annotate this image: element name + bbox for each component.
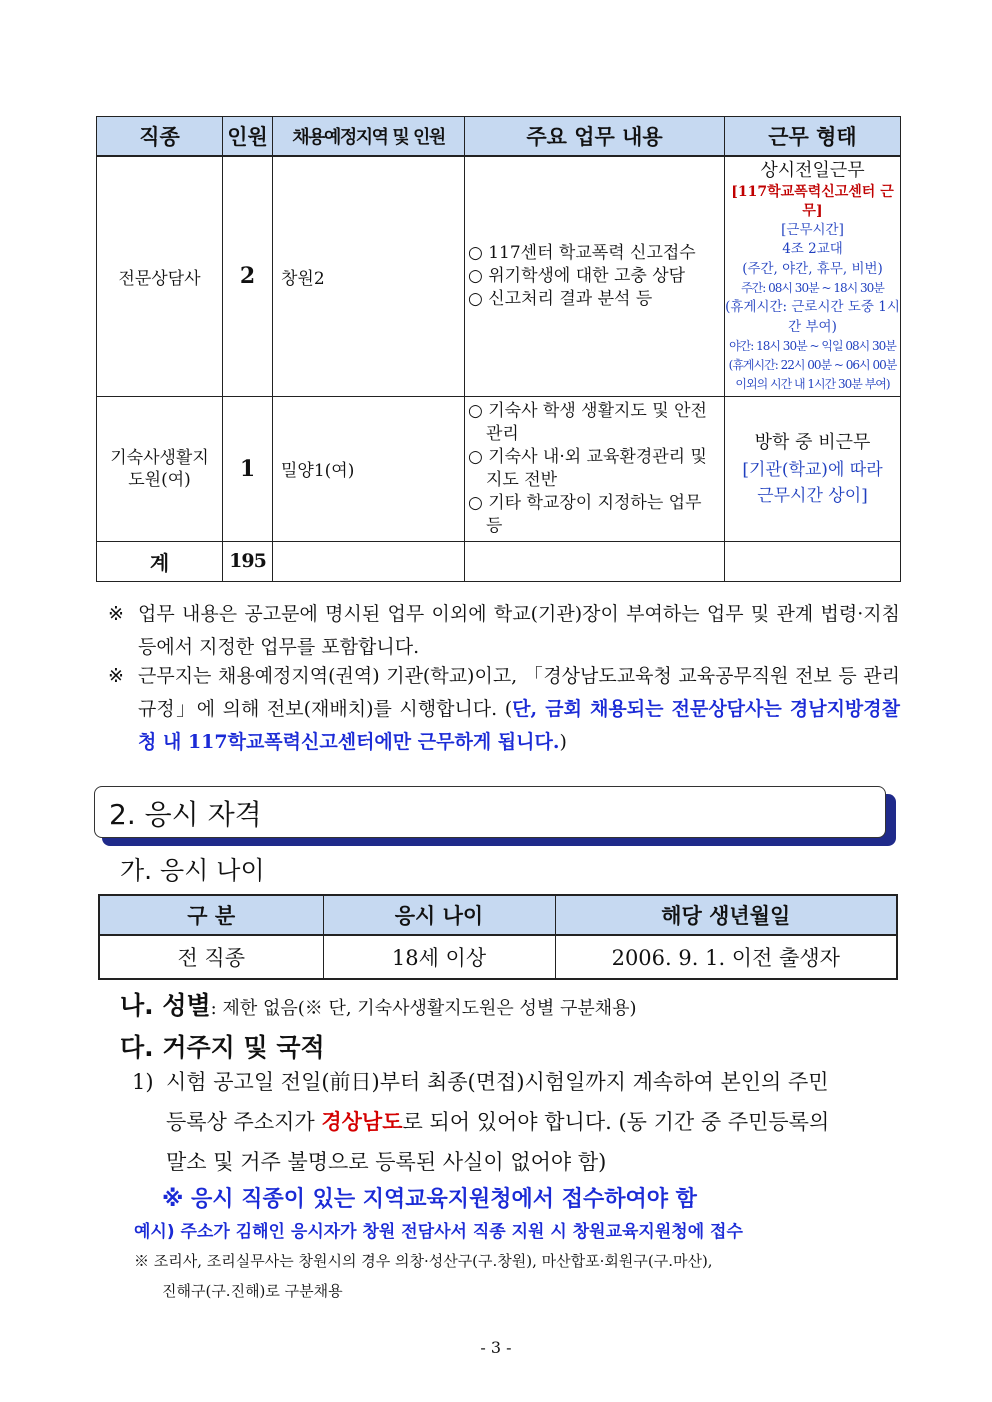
header-job: 직종: [97, 117, 223, 157]
job-region: 밀양1(여): [273, 396, 465, 541]
work-note: [기관(학교)에 따라 근무시간 상이]: [742, 459, 883, 506]
residence-item-no: 1): [132, 1070, 154, 1094]
job-work-type: [725, 396, 901, 541]
work-shift: 4조 2교대: [782, 241, 843, 257]
job-work-type: [725, 156, 901, 396]
duty-item: ○ 기숙사 내·외 교육환경관리 및 지도 전반: [468, 446, 707, 490]
page-number: - 3 -: [480, 1338, 512, 1357]
section-title: 2. 응시 자격: [109, 798, 262, 831]
note-text: 업무 내용은 공고문에 명시된 업무 이외에 학교(기관)장이 부여하는 업무 및 관계 법령·지침 등에서 지정한 업무를 포함합니다.: [138, 603, 900, 658]
work-day-hours: 주간: 08시 30분 ~ 18시 30분: [741, 281, 884, 295]
work-title: 방학 중 비근무: [754, 431, 871, 453]
age-table: [98, 894, 898, 980]
note-mark: ※: [108, 603, 124, 625]
section-header: [94, 786, 886, 838]
duty-item: ○ 신고처리 결과 분석 등: [468, 288, 653, 309]
duty-item: ○ 기숙사 학생 생활지도 및 안전관리: [468, 400, 707, 444]
table-row: [97, 396, 901, 541]
residence-emphasis: ※ 응시 직종이 있는 지역교육지원청에서 접수하여야 함: [162, 1187, 697, 1212]
age-heading: 가. 응시 나이: [120, 856, 265, 885]
age-table-header: [99, 895, 897, 935]
work-hours-label: [근무시간]: [781, 221, 844, 238]
residence-item-line3: 말소 및 거주 불명으로 등록된 사실이 없어야 함): [166, 1150, 607, 1174]
job-table: [96, 116, 901, 582]
age-birthdate: 2006. 9. 1. 이전 출생자: [555, 935, 897, 979]
table-row: [97, 156, 901, 396]
duty-item: ○ 117센터 학교폭력 신고접수: [468, 242, 696, 263]
gender-line: [120, 986, 637, 1022]
note-highlight: 단, 금회 채용되는 전문상담사는 경남지방경찰청 내 117학교폭력신고센터에만 근무하게 됩니다.: [138, 698, 900, 753]
gender-text: : 제한 없음(※ 단, 기숙사생활지도원은 성별 구분채용): [210, 998, 637, 1019]
job-region: 창원2: [273, 156, 465, 396]
table-total-row: [97, 541, 901, 581]
duty-item: ○ 기타 학교장이 지정하는 업무 등: [468, 492, 702, 536]
note-text: 근무지는 채용예정지역(권역) 기관(학교)이고, 「경상남도교육청 교육공무직원 전보 등 관리 규정」에 의해 전보(재배치)를 시행합니다. (단, 금회 채용되는 전문상담사는 경남지방경찰청 내 117학교폭력신고센터에만 근무하게 됩니다.): [138, 665, 900, 753]
header-count: 인원: [223, 117, 273, 157]
note-2: [108, 660, 900, 759]
work-night-break: (휴게시간: 22시 00분 ~ 06시 00분 이외의 시간 내 1시간 30분 부여): [728, 358, 897, 391]
total-label: 계: [97, 541, 223, 581]
job-table-header: [97, 117, 901, 157]
residence-item-line2: 등록상 주소지가 경상남도로 되어 있어야 합니다. (동 기간 중 주민등록의: [166, 1109, 830, 1134]
residence-region: 경상남도: [321, 1109, 403, 1134]
residence-heading: 다. 거주지 및 국적: [120, 1033, 325, 1062]
residence-item-line1: 시험 공고일 전일(前日)부터 최종(면접)시험일까지 계속하여 본인의 주민: [166, 1070, 829, 1094]
age-category: 전 직종: [99, 935, 323, 979]
work-day-break: (휴게시간: 근로시간 도중 1시간 부여): [725, 299, 900, 335]
age-header-birthdate: 해당 생년월일: [555, 895, 897, 935]
cook-note-line2: 진해구(구.진해)로 구분채용: [162, 1282, 343, 1300]
job-name: 기숙사생활지도원(여): [97, 396, 223, 541]
work-location-note: [117학교폭력신고센터 근무]: [731, 183, 894, 219]
table-row: [99, 935, 897, 979]
header-region: 채용예정지역 및 인원: [273, 117, 465, 157]
job-count: 1: [223, 396, 273, 541]
header-duties: 주요 업무 내용: [465, 117, 725, 157]
duty-item: ○ 위기학생에 대한 고충 상담: [468, 265, 686, 286]
age-value: 18세 이상: [323, 935, 555, 979]
age-header-category: 구 분: [99, 895, 323, 935]
note-1: [108, 598, 900, 664]
work-title: 상시전일근무: [760, 159, 865, 181]
note-mark: ※: [108, 665, 124, 687]
residence-example: 예시) 주소가 김해인 응시자가 창원 전담사서 직종 지원 시 창원교육지원청에 접수: [134, 1222, 743, 1242]
work-shift-types: (주간, 야간, 휴무, 비번): [742, 260, 883, 277]
age-header-age: 응시 나이: [323, 895, 555, 935]
header-work: 근무 형태: [725, 117, 901, 157]
gender-label: 나. 성별: [120, 991, 211, 1020]
cook-note-line1: ※ 조리사, 조리실무사는 창원시의 경우 의창·성산구(구.창원), 마산합포·회원구(구.마산),: [134, 1252, 713, 1270]
total-count: 195: [223, 541, 273, 581]
job-name: 전문상담사: [97, 156, 223, 396]
work-night-hours: 야간: 18시 30분 ~ 익일 08시 30분: [729, 339, 896, 353]
job-duties: [465, 396, 725, 541]
job-duties: [465, 156, 725, 396]
job-count: 2: [223, 156, 273, 396]
